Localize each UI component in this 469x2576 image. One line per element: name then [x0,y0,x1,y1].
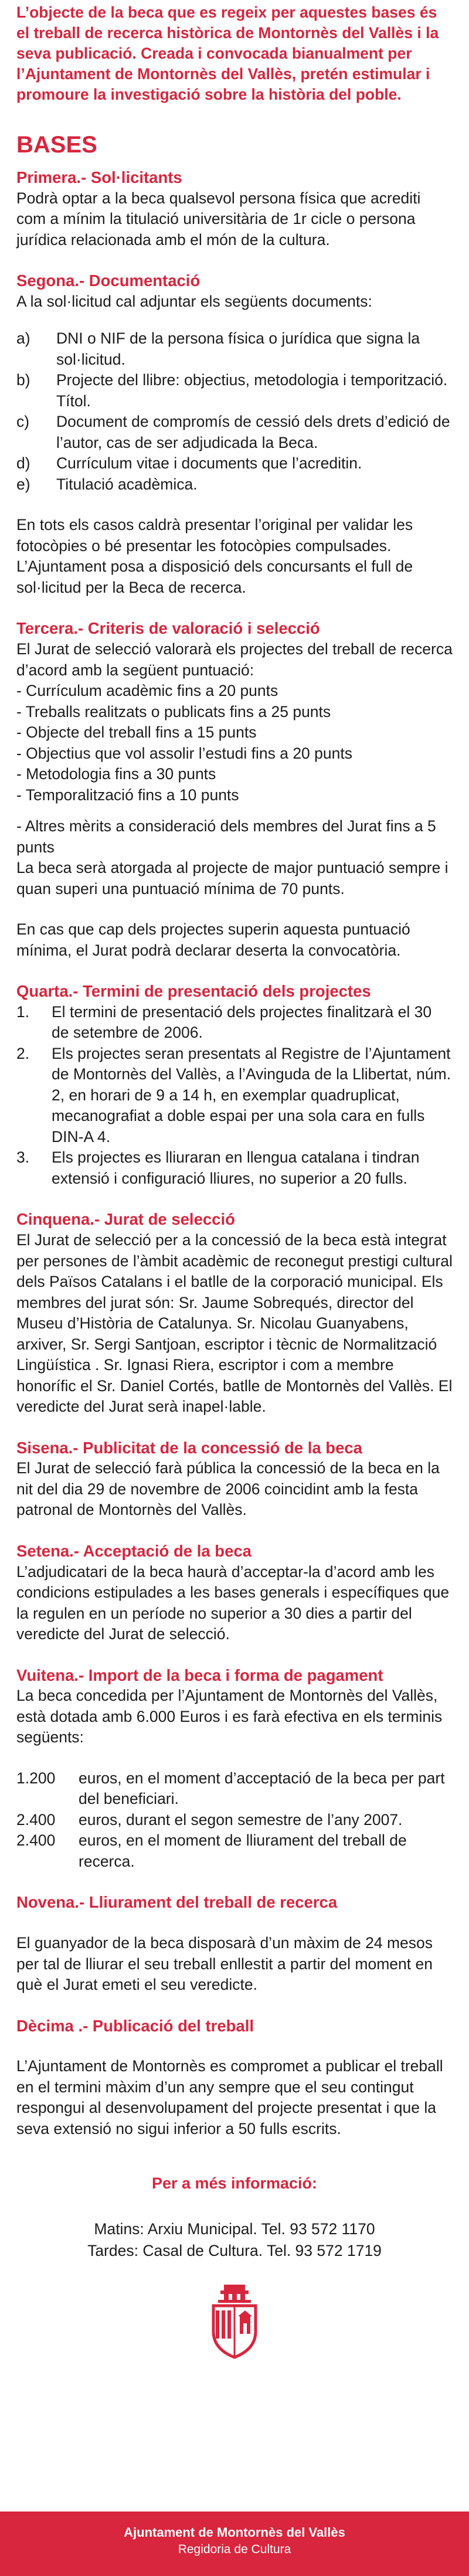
payment-amount: 2.400 [16,1831,56,1850]
list-item: - Objectius que vol assolir l’estudi fins a 20 punts [16,744,352,762]
list-text: Currículum vitae i documents que l’acreditin. [56,454,362,473]
list-text: Projecte del llibre: objectius, metodologia i temporització. Títol. [56,371,448,410]
list-text: Els projectes seran presentats al Registre de l’Ajuntament de Montornès del Vallès, a l’Avinguda de la Llibertat, núm. 2, en horari de 9 a 14 h, en exemplar quadruplicat, mecanografiat a doble espai per una sola cara en fulls DIN-A 4. [52,1044,451,1146]
payment-text: euros, durant el segon semestre de l’any 2007. [79,1810,403,1829]
document-list [16,328,453,495]
list-marker: 1. [16,1002,30,1021]
criteria-extra: - Altres mèrits a consideració dels membres del Jurat fins a 5 punts [16,817,436,856]
criteria-list [16,681,453,806]
section-title: Segona.- Documentació [16,271,200,290]
payment-amount: 2.400 [16,1810,56,1829]
footer-department: Regidoria de Cultura [178,2542,291,2556]
section-cinquena [16,1209,453,1417]
section-text: El Jurat de selecció valorarà els projectes del treball de recerca d’acord amb la següent puntuació: [16,640,453,679]
list-item [16,412,453,453]
section-text: L’adjudicatari de la beca haurà d’acceptar-la d’acord amb les condicions estipulades a les bases generals i específiques que la regulen en un període no superior a 30 dies a partir del veredicte del Jurat de selecció. [16,1562,450,1643]
list-item: - Metodologia fins a 30 punts [16,765,216,783]
section-primera [16,167,453,250]
list-text: Document de compromís de cessió dels drets d’edició de l’autor, cas de ser adjudicada la Beca. [56,413,450,451]
list-marker: b) [16,371,30,389]
payment-list [16,1768,453,1872]
list-item: - Objecte del treball fins a 15 punts [16,723,257,742]
section-title: Novena.- Lliurament del treball de recerca [16,1893,338,1912]
section-vuitena [16,1665,453,1872]
contact-afternoon: Tardes: Casal de Cultura. Tel. 93 572 1719 [87,2242,382,2260]
section-text: A la sol·licitud cal adjuntar els següents documents: [16,292,372,310]
section-desena [16,2016,453,2140]
list-item [16,474,453,495]
section-text-2: En tots els casos caldrà presentar l’original per validar les fotocòpies o bé presentar les fotocòpies compulsades. L’Ajuntament posa a disposició dels concursants el full de sol·licitud per la Beca de recerca. [16,516,413,596]
section-title: Cinquena.- Jurat de selecció [16,1210,235,1229]
deadline-list [16,1002,453,1190]
footer-banner [0,2512,469,2576]
section-text: El guanyador de la beca disposarà d’un màxim de 24 mesos per tal de lliurar el seu treball enllestit a partir del moment en què el Jurat emeti el seu veredicte. [16,1934,433,1994]
intro-paragraph: L’objecte de la beca que es regeix per aquestes bases és el treball de recerca històrica de Montornès del Vallès i la seva publicació. Creada i convocada bianualment per l’Ajuntament de Montornès del Vallès, pretén estimular i promoure la investigació sobre la història del poble. [16,4,439,103]
page [0,2,469,2576]
bases-heading: BASES [16,131,97,158]
list-marker: 3. [16,1148,30,1167]
list-item [16,370,453,412]
section-title: Setena.- Acceptació de la beca [16,1541,252,1560]
section-tercera [16,618,453,961]
section-text: El Jurat de selecció per a la concessió de la beca està integrat per persones de l’àmbit acadèmic de reconegut prestigi cultural dels Països Catalans i el batlle de la corporació municipal. Els membres del jurat són: Sr. Jaume Sobrequés, director del Museu d’Història de Catalunya. Sr. Nicolau Guanyabens, arxiver, Sr. Sergi Santjoan, escriptor i tècnic de Normalització Lingüística . Sr. Ignasi Riera, escriptor i com a membre honorífic el Sr. Daniel Cortés, batlle de Montornès del Vallès. El veredicte del Jurat serà inapel·lable. [16,1231,453,1416]
list-text: DNI o NIF de la persona física o jurídica que signa la sol·licitud. [56,329,420,368]
section-sisena [16,1437,453,1521]
section-setena [16,1541,453,1645]
section-title: Tercera.- Criteris de valoració i selecció [16,619,320,638]
section-title: Dècima .- Publicació del treball [16,2016,254,2035]
section-text-2: La beca serà atorgada al projecte de major puntuació sempre i quan superi una puntuació mínima de 70 punts. [16,859,448,898]
list-item [16,1002,453,1044]
section-title: Vuitena.- Import de la beca i forma de pagament [16,1666,383,1684]
section-text: Podrà optar a la beca qualsevol persona física que acrediti com a mínim la titulació universitària de 1r cicle o persona jurídica relacionada amb el món de la cultura. [16,189,421,249]
list-item [16,1830,453,1872]
list-item [16,328,453,370]
municipal-coat-of-arms-icon [200,2282,269,2360]
list-item [16,1810,453,1831]
section-text: El Jurat de selecció farà pública la concessió de la beca en la nit del dia 29 de novembre de 2006 coincidint amb la festa patronal de Montornès del Vallès. [16,1459,440,1519]
contact-info [16,2174,453,2262]
list-text: Els projectes es lliuraran en llengua catalana i tindran extensió i configuració lliures, no superior a 20 fulls. [52,1148,420,1187]
section-text: La beca concedida per l’Ajuntament de Montornès del Vallès, està dotada amb 6.000 Euros i es farà efectiva en els terminis següents: [16,1687,443,1746]
list-marker: c) [16,413,30,431]
list-item [16,1044,453,1148]
list-item [16,1147,453,1189]
list-item [16,453,453,474]
section-text: L’Ajuntament de Montornès es compromet a publicar el treball en el termini màxim d’un any sempre que el seu contingut respongui al desenvolupament del projecte presentat i que la seva extensió no sigui inferior a 50 fulls escrits. [16,2057,443,2137]
section-title: Primera.- Sol·licitants [16,168,182,186]
footer-institution: Ajuntament de Montornès del Vallès [124,2525,345,2540]
list-item: - Treballs realitzats o publicats fins a 25 punts [16,702,331,721]
list-marker: e) [16,475,30,493]
list-marker: 2. [16,1044,30,1062]
contact-morning: Matins: Arxiu Municipal. Tel. 93 572 1170 [94,2220,375,2238]
section-quarta [16,981,453,1189]
payment-text: euros, en el moment d’acceptació de la beca per part del beneficiari. [79,1769,445,1808]
payment-text: euros, en el moment de lliurament del treball de recerca. [79,1831,407,1870]
section-text-3: En cas que cap dels projectes superin aquesta puntuació mínima, el Jurat podrà declarar deserta la convocatòria. [16,920,410,959]
list-item: - Temporalització fins a 10 punts [16,786,239,804]
payment-amount: 1.200 [16,1769,56,1787]
document-body [0,2,469,2360]
list-item [16,1768,453,1810]
section-segona [16,270,453,598]
list-marker: d) [16,454,30,473]
list-item: - Currículum acadèmic fins a 20 punts [16,682,278,700]
section-title: Quarta.- Termini de presentació dels projectes [16,982,371,1001]
section-novena [16,1892,453,1995]
list-text: El termini de presentació dels projectes finalitzarà el 30 de setembre de 2006. [52,1002,432,1042]
list-text: Titulació acadèmica. [56,475,198,493]
list-marker: a) [16,329,30,348]
contact-title: Per a més informació: [151,2174,318,2193]
section-title: Sisena.- Publicitat de la concessió de la beca [16,1438,362,1457]
